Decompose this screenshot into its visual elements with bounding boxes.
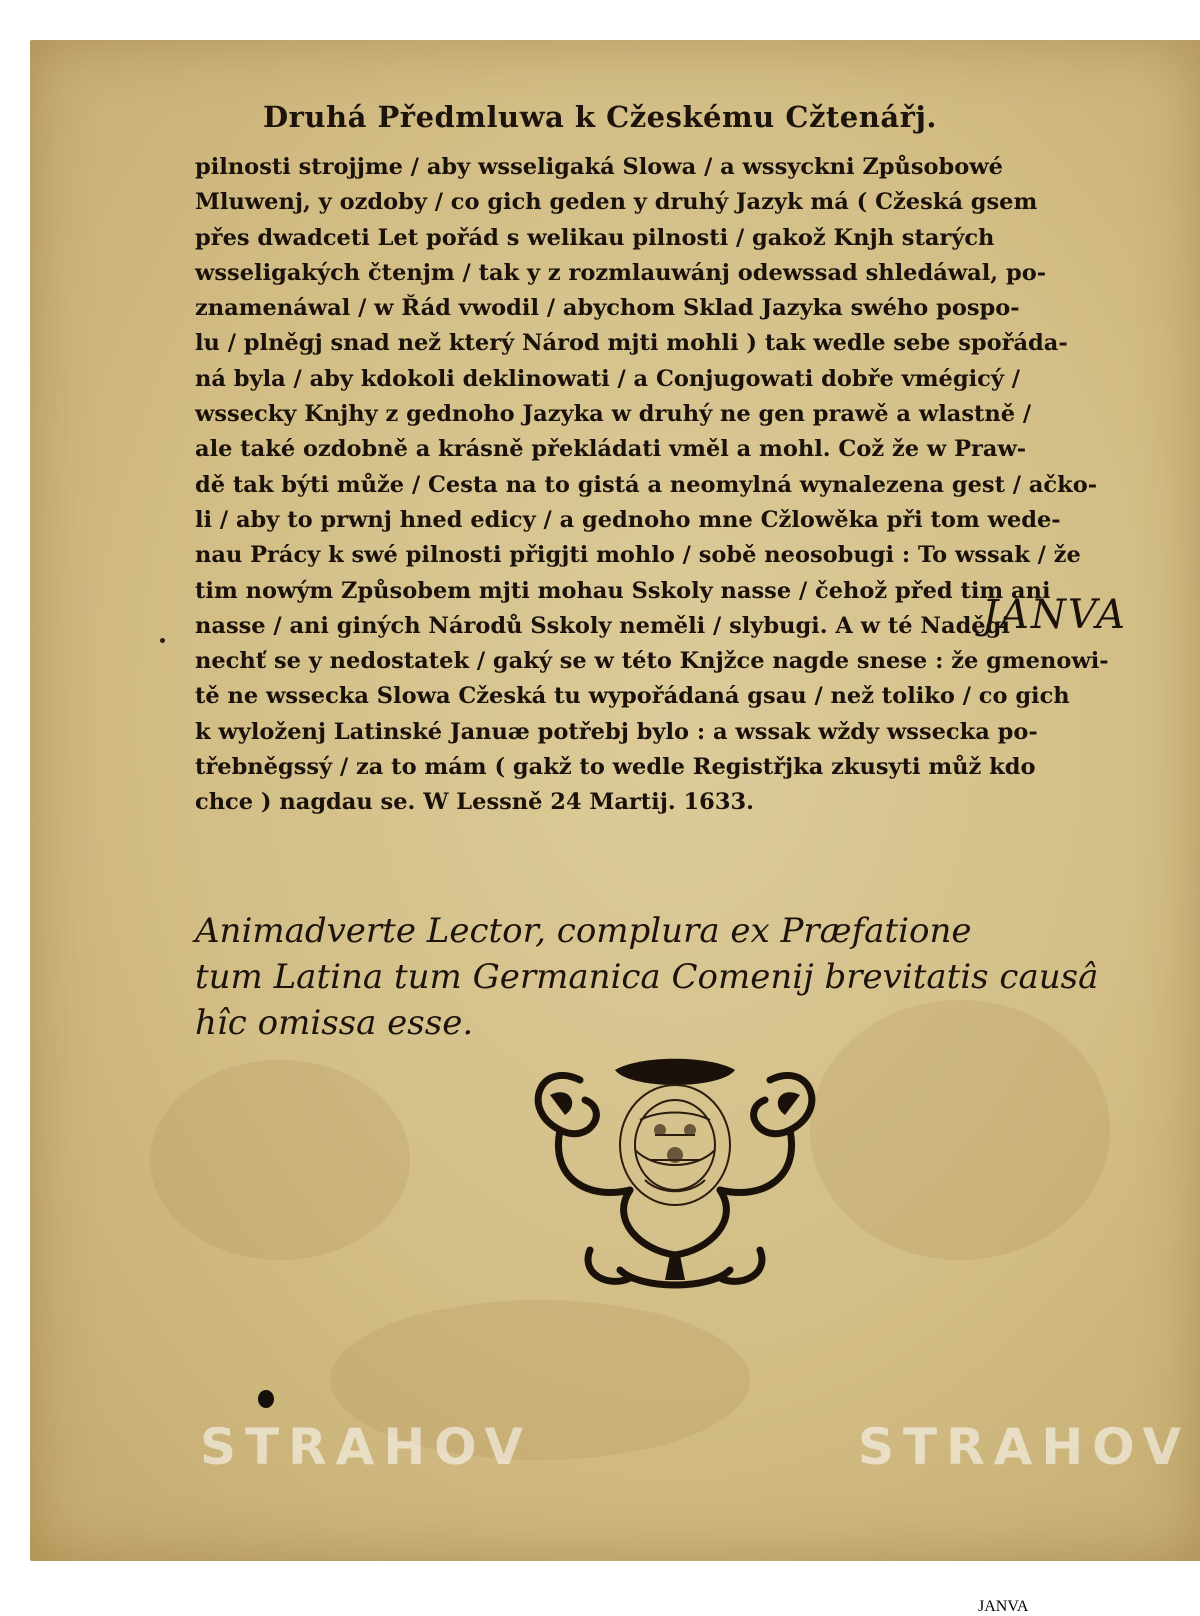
catchword-janva: JANVA [982,592,1127,638]
watermark-left: STRAHOV [200,1418,533,1476]
ink-blot [258,1390,274,1408]
paper-stain [150,1060,410,1260]
catchword: JANVA [978,1598,1029,1615]
running-title: Druhá Předmluwa k Cžeskému Cžtenářj. [263,100,937,134]
ink-speck [160,638,165,643]
printers-ornament [520,1050,830,1290]
preface-paragraph: pilnosti strojjme / aby wsseligaká Slowa / a wssyckni Způsobowé Mluwenj, y ozdoby / co gich geden y druhý Jazyk má ( Cžeská gsem přes dwadceti Let pořád s welikau pilnosti / gakož Knjh starých wsseligakých čtenjm / tak y z rozmlauwánj odewssad shledáwal, po- znamenáwal / w Řád vwodil / abychom Sklad Jazyka swého pospo- lu / plněgj snad než který Národ mjti mohli ) tak wedle sebe spořáda- ná byla / aby kdokoli deklinowati / a Conjugowati dobře vmégicý / wssecky Knjhy z gednoho Jazyka w druhý ne gen prawě a wlastně / ale také ozdobně a krásně překládati vměl a mohl. Což že w Praw- dě tak býti může / Cesta na to gistá a neomylná wynalezena gest / ačko- li / aby to prwnj hned edicy / a gednoho mne Cžlowěka při tom wede- nau Prácy k swé pilnosti přigjti mohlo / sobě neosobugi : To wssak / že tim nowým Způsobem mjti mohau Sskoly nasse / čehož před tim ani nasse / ani giných Národů Sskoly neměli / slybugi. A w té Naděgi nechť se y nedostatek / gaký se w této Knjžce nagde snese : že gmenowi- tě ne wssecka Slowa Cžeská tu wypořádaná gsau / než toliko / co gich k wyloženj Latinské Januæ potřebj bylo : a wssak wždy wssecka po- třebněgssý / za to mám ( gakž to wedle Registřjka zkusyti můž kdo chce ) nagdau se. W Lessně 24 Martij. 1633. [195,154,1109,816]
watermark-right: STRAHOV [858,1418,1191,1476]
latin-note: Animadverte Lector, complura ex Præfatione tum Latina tum Germanica Comenij brevitatis causâ hîc omissa esse. [195,911,1099,1043]
